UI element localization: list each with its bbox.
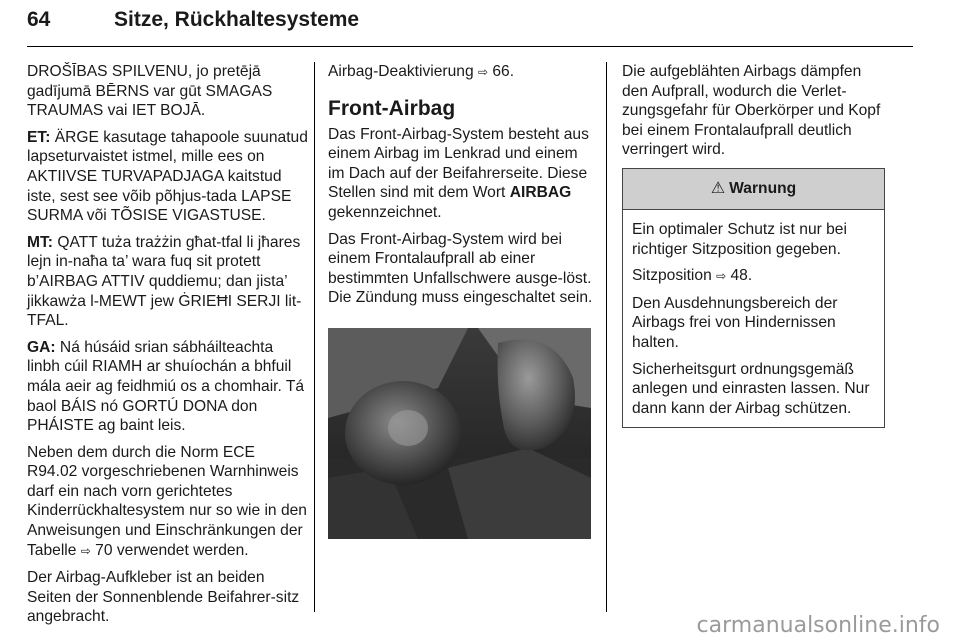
paragraph: Sicherheitsgurt ordnungsgemäß anlegen und einrasten lassen. Nur dann kann der Airbag schützen.: [632, 360, 870, 417]
paragraph: GA: Ná húsáid srian sábháilteachta linbh cúil RIAMH ar shuíochán a bhfuil mála aeir ag feidhmiú os a chomhair. Tá baol BÁIS nó GORTÚ DONA don PHÁISTE ag baint leis.: [27, 338, 305, 435]
page-reference-arrow-icon: ⇨: [477, 65, 489, 79]
language-label: GA:: [27, 338, 56, 356]
watermark: carmanualsonline.info: [696, 613, 940, 638]
paragraph: DROŠĪBAS SPILVENU, jo pretējā gadījumā BĒRNS var gūt SMAGAS TRAUMAS vai IET BOJĀ.: [27, 63, 273, 120]
column-right: [622, 62, 888, 428]
paragraph: Das Front-Airbag-System wird bei einem Frontalaufprall ab einer bestimmten Unfallschwere ausge-löst. Die Zündung muss eingeschaltet sein.: [328, 230, 593, 307]
warning-title: Warnung: [729, 180, 797, 198]
page-reference-arrow-icon: ⇨: [716, 269, 727, 284]
airbag-photo: [328, 328, 591, 539]
airbag-illustration: [328, 328, 591, 539]
paragraph: Ein optimaler Schutz ist nur bei richtiger Sitzposition gegeben.: [632, 220, 847, 258]
page-header: [27, 4, 913, 47]
paragraph: Das Front-Airbag-System besteht aus einem Airbag im Lenkrad und einem im Dach auf der Beifahrerseite. Diese Stellen sind mit dem Wort AIRBAG gekennzeichnet.: [328, 125, 589, 221]
paragraph: Neben dem durch die Norm ECE R94.02 vorgeschriebenen Warnhinweis darf ein nach vorn gerichtetes Kinderrückhaltesystem nur so wie in den Anweisungen und Einschränkungen der Tabelle ⇨ 70 verwendet werden.: [27, 443, 307, 559]
column-middle: [328, 62, 594, 539]
column-divider: [314, 62, 315, 612]
column-divider: [606, 62, 607, 612]
language-label: ET:: [27, 128, 51, 146]
paragraph: Airbag-Deaktivierung ⇨ 66.: [328, 63, 515, 80]
warning-body: [623, 210, 884, 427]
warning-triangle-icon: ⚠: [710, 180, 726, 198]
language-label: MT:: [27, 233, 53, 251]
section-title: Sitze, Rückhaltesysteme: [114, 8, 360, 31]
page-reference-arrow-icon: ⇨: [80, 543, 91, 558]
paragraph: MT: QATT tuża trażżin għat-tfal li jħares lejn in-naħa ta’ wara fuq sit protett b’AIRBAG ATTIV quddiemu; dan jista’ jikkawża l-MEWT jew ĠRIEĦI SERJI lit-TFAL.: [27, 233, 302, 330]
warning-header: [623, 169, 884, 210]
warning-box: [622, 168, 885, 428]
page-reference-link[interactable]: 70: [95, 541, 113, 559]
page-reference-link[interactable]: 48.: [730, 267, 753, 285]
page-number: 64: [27, 8, 51, 31]
paragraph: Der Airbag-Aufkleber ist an beiden Seiten der Sonnenblende Beifahrer-sitz angebracht.: [27, 569, 300, 626]
paragraph: Sitzposition ⇨ 48.: [632, 267, 753, 285]
column-left: [27, 62, 309, 634]
page-reference-link[interactable]: 66.: [492, 63, 515, 80]
paragraph: Die aufgeblähten Airbags dämpfen den Aufprall, wodurch die Verlet-zungsgefahr für Oberkörper und Kopf bei einem Frontalaufprall deutlich verringert wird.: [622, 63, 881, 159]
section-heading: Front-Airbag: [328, 96, 456, 120]
paragraph: ET: ÄRGE kasutage tahapoole suunatud lapseturvaistet istmel, mille ees on AKTIIVSE TURVAPADJAGA kaitstud iste, sest see võib põhjus-tada LAPSE SURMA või TÕSISE VIGASTUSE.: [27, 128, 308, 225]
paragraph: Den Ausdehnungsbereich der Airbags frei von Hindernissen halten.: [632, 294, 838, 351]
